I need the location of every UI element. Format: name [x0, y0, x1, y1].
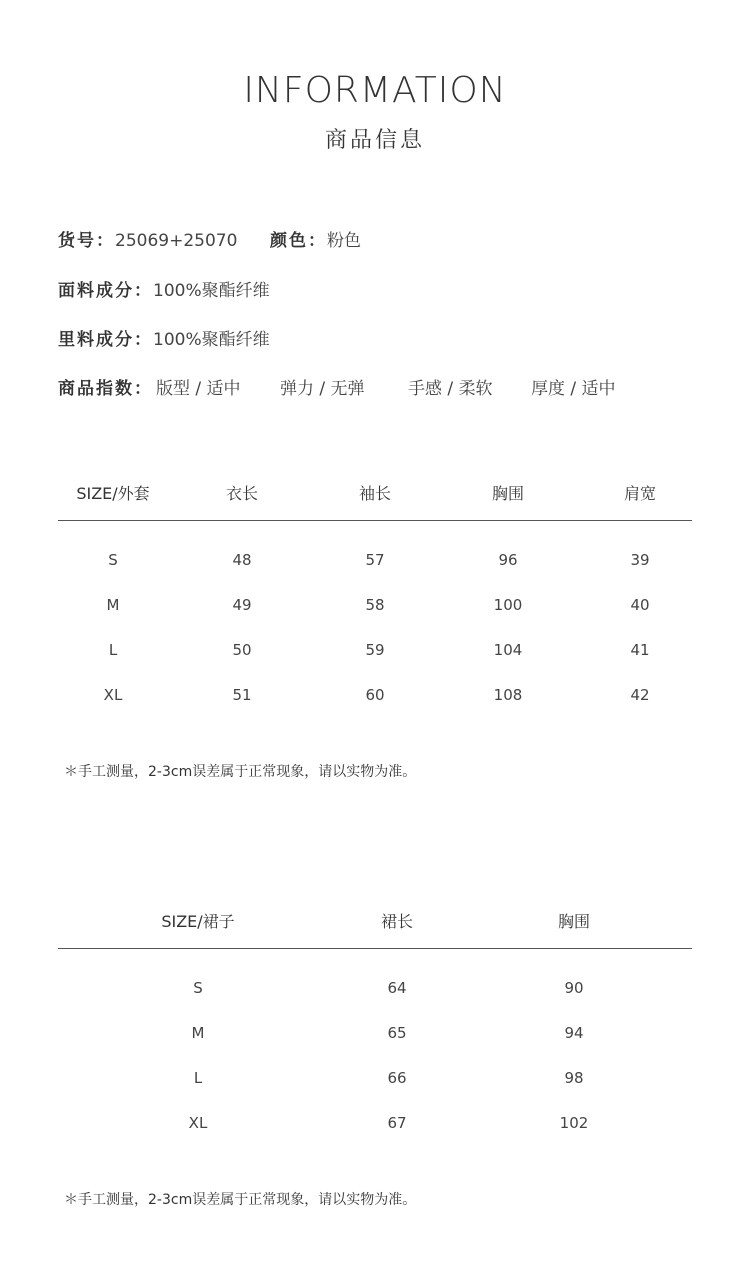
table-cell: 67: [387, 1114, 407, 1132]
index-feel: 手感 / 柔软: [408, 379, 493, 399]
skirt-header-length: 裙长: [380, 912, 413, 931]
lining-label: 里料成分：: [58, 330, 153, 350]
skirt-header-size: SIZE/裙子: [161, 912, 235, 931]
page-subtitle: 商品信息: [324, 128, 425, 153]
table-cell: S: [108, 551, 118, 569]
table-cell: 104: [493, 641, 523, 659]
table-cell: 64: [387, 979, 407, 997]
table-cell: 102: [559, 1114, 589, 1132]
item-number-label: 货号：: [58, 231, 115, 251]
color-label: 颜色：: [270, 231, 327, 251]
table-cell: 57: [365, 551, 385, 569]
table-cell: 42: [630, 686, 650, 704]
jacket-header-shoulder: 肩宽: [623, 484, 656, 503]
table-cell: 41: [630, 641, 650, 659]
fabric-label: 面料成分：: [58, 281, 153, 301]
index-row: [58, 374, 153, 399]
item-number-value: 25069+25070: [115, 231, 238, 251]
jacket-header-divider: [58, 520, 692, 521]
table-cell: 94: [564, 1024, 584, 1042]
table-cell: 51: [232, 686, 252, 704]
table-cell: 58: [365, 596, 385, 614]
table-cell: 100: [493, 596, 523, 614]
item-number-row: [58, 226, 237, 251]
jacket-header-sleeve: 袖长: [358, 484, 391, 503]
fabric-row: [58, 276, 270, 301]
skirt-header-divider: [58, 948, 692, 949]
table-cell: 59: [365, 641, 385, 659]
lining-row: [58, 325, 270, 350]
table-cell: M: [106, 596, 120, 614]
fabric-value: 100%聚酯纤维: [153, 281, 270, 301]
skirt-measure-note: ＊手工测量，2-3cm误差属于正常现象，请以实物为准。: [64, 1192, 417, 1208]
table-cell: 108: [493, 686, 523, 704]
table-cell: XL: [188, 1114, 208, 1132]
lining-value: 100%聚酯纤维: [153, 330, 270, 350]
table-cell: 90: [564, 979, 584, 997]
jacket-header-size: SIZE/外套: [76, 484, 150, 503]
table-cell: 98: [564, 1069, 584, 1087]
page-title: INFORMATION: [243, 70, 507, 111]
table-cell: 49: [232, 596, 252, 614]
color-value: 粉色: [327, 231, 361, 251]
table-cell: 65: [387, 1024, 407, 1042]
table-cell: XL: [103, 686, 123, 704]
index-label: 商品指数：: [58, 379, 153, 399]
table-cell: 66: [387, 1069, 407, 1087]
table-cell: M: [191, 1024, 205, 1042]
table-cell: 60: [365, 686, 385, 704]
table-cell: 50: [232, 641, 252, 659]
table-cell: 39: [630, 551, 650, 569]
table-cell: 40: [630, 596, 650, 614]
index-thickness: 厚度 / 适中: [531, 379, 616, 399]
table-cell: 48: [232, 551, 252, 569]
table-cell: L: [108, 641, 118, 659]
index-elasticity: 弹力 / 无弹: [280, 379, 365, 399]
skirt-header-bust: 胸围: [557, 912, 590, 931]
table-cell: L: [193, 1069, 203, 1087]
table-cell: S: [193, 979, 203, 997]
jacket-measure-note: ＊手工测量，2-3cm误差属于正常现象，请以实物为准。: [64, 764, 417, 780]
jacket-header-length: 衣长: [225, 484, 258, 503]
table-cell: 96: [498, 551, 518, 569]
color-row: [270, 226, 361, 251]
jacket-header-bust: 胸围: [491, 484, 524, 503]
index-fit: 版型 / 适中: [156, 379, 241, 399]
